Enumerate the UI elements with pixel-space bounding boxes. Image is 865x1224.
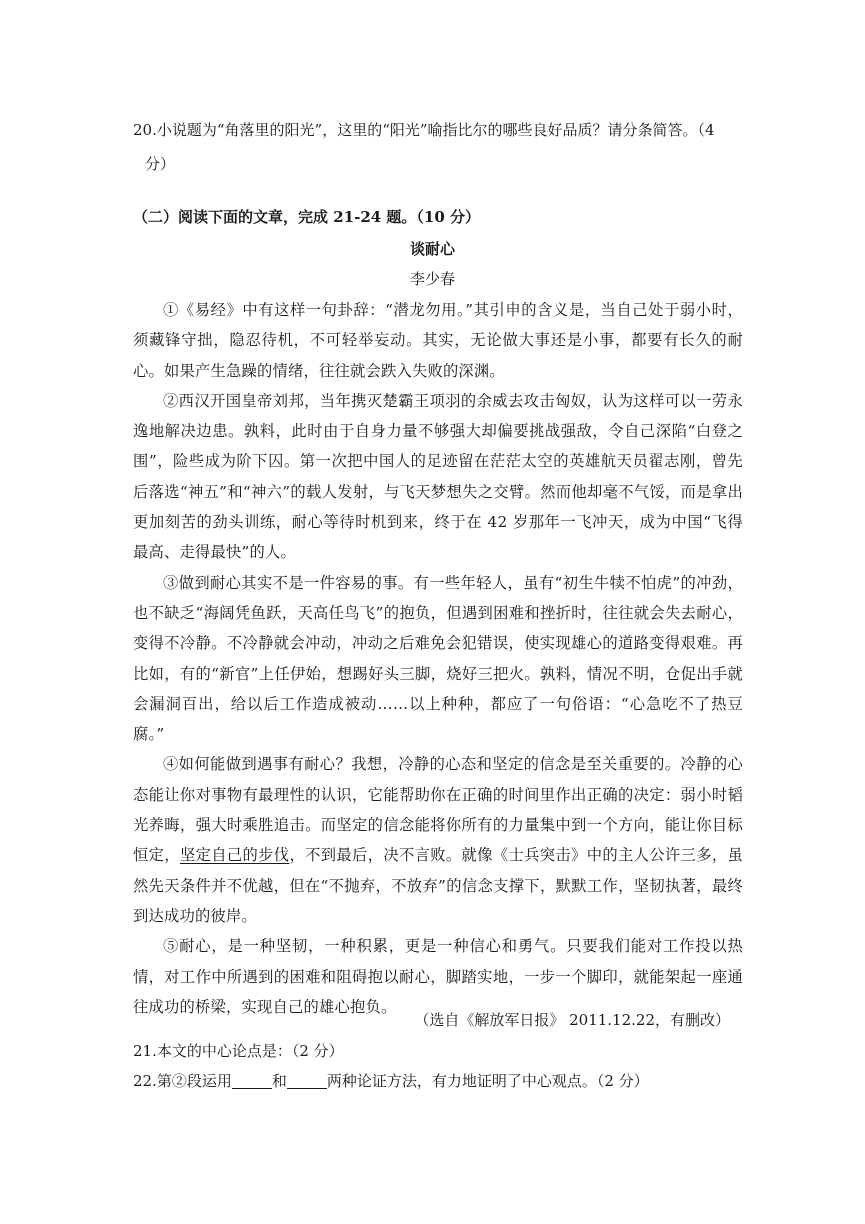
article-body: [133, 295, 743, 1022]
question-20: [133, 113, 751, 181]
question-22-suffix: 两种论证方法，有力地证明了中心观点。（2 分）: [326, 1072, 649, 1090]
question-22-prefix: 22.第②段运用: [133, 1072, 232, 1090]
question-22: [133, 1069, 649, 1093]
article-author: 李少春: [409, 270, 455, 288]
article-source: （选自《解放军日报》 2011.12.22，有删改）: [414, 1011, 730, 1029]
paragraph-3: ③做到耐心其实不是一件容易的事。有一些年轻人，虽有“初生牛犊不怕虎”的冲劲，也不缺乏“海阔凭鱼跃，天高任鸟飞”的抱负，但遇到困难和挫折时，往往就会失去耐心，变得不冷静。不冷静就会冲动，冲动之后难免会犯错误，使实现雄心的道路变得艰难。再比如，有的“新官”上任伊始，想踢好头三脚，烧好三把火。孰料，情况不明，仓促出手就会漏洞百出，给以后工作造成被动……以上种种，都应了一句俗语：“心急吃不了热豆腐。”: [133, 573, 743, 744]
section-heading: （二）阅读下面的文章，完成 21-24 题。（10 分）: [133, 208, 481, 226]
question-20-line1: 20.小说题为“角落里的阳光”，这里的“阳光”喻指比尔的哪些良好品质？请分条简答。（4: [133, 121, 715, 139]
question-21: 21.本文的中心论点是：（2 分）: [133, 1042, 344, 1060]
question-20-line2: 分）: [145, 155, 176, 173]
paragraph-4: [133, 749, 743, 931]
question-22-middle: 和: [271, 1072, 287, 1090]
paragraph-4-part2: ，不到最后，决不言败。就像《士兵突击》中的主人公许三多，虽然先天条件并不优越，但在“不抛弃，不放弃”的信念支撑下，默默工作，坚韧执著，最终到达成功的彼岸。: [133, 846, 743, 925]
paragraph-5: ⑤耐心，是一种坚韧，一种积累，更是一种信心和勇气。只要我们能对工作投以热情，对工作中所遇到的困难和阻碍抱以耐心，脚踏实地，一步一个脚印，就能架起一座通往成功的桥梁，实现自己的雄心抱负。: [133, 937, 743, 1016]
answer-blank-1[interactable]: [232, 1072, 272, 1089]
article-title: 谈耐心: [409, 240, 455, 258]
answer-blank-2[interactable]: [287, 1072, 327, 1089]
underlined-phrase: 坚定自己的步伐: [179, 846, 290, 865]
paragraph-1: ①《易经》中有这样一句卦辞：“潜龙勿用。”其引申的含义是，当自己处于弱小时，须藏锋守拙，隐忍待机，不可轻举妄动。其实，无论做大事还是小事，都要有长久的耐心。如果产生急躁的情绪，往往就会跌入失败的深渊。: [133, 301, 743, 380]
paragraph-2: ②西汉开国皇帝刘邦，当年携灭楚霸王项羽的余威去攻击匈奴，认为这样可以一劳永逸地解决边患。孰料，此时由于自身力量不够强大却偏要挑战强敌，令自己深陷“白登之围”，险些成为阶下囚。第一次把中国人的足迹留在茫茫太空的英雄航天员翟志刚，曾先后落选“神五”和“神六”的载人发射，与飞天梦想失之交臂。然而他却毫不气馁，而是拿出更加刻苦的劲头训练，耐心等待时机到来，终于在 42 岁那年一飞冲天，成为中国“飞得最高、走得最快”的人。: [133, 391, 743, 562]
paragraph-4-part1: ④如何能做到遇事有耐心？我想，冷静的心态和坚定的信念是至关重要的。冷静的心态能让你对事物有最理性的认识，它能帮助你在正确的时间里作出正确的决定：弱小时韬光养晦，强大时乘胜追击。而坚定的信念能将你所有的力量集中到一个方向，能让你目标恒定，: [133, 755, 743, 865]
